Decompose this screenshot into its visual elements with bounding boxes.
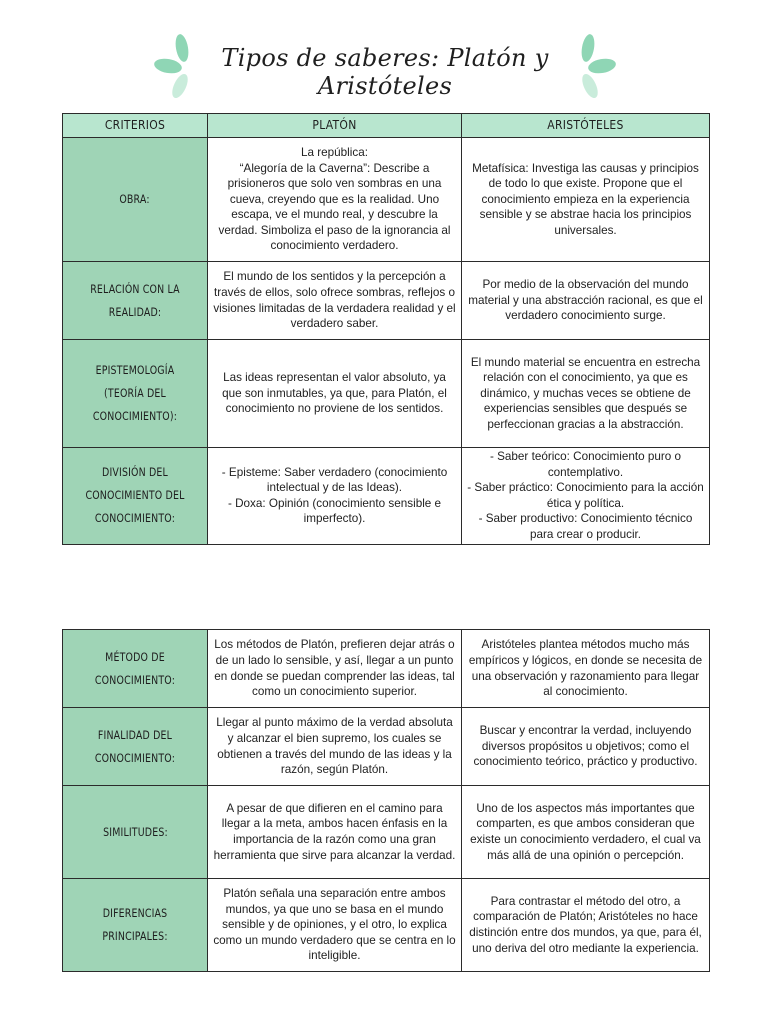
aristoteles-cell: Para contrastar el método del otro, a comparación de Platón; Aristóteles no hace distinción entre dos mundos, ya que, para él, uno deriva del otro mediante la experiencia. (462, 879, 710, 972)
aristoteles-cell: Aristóteles plantea métodos mucho más empíricos y lógicos, en donde se necesita de una observación y razonamiento para llegar al conocimiento. (462, 630, 710, 708)
aristoteles-cell: Uno de los aspectos más importantes que comparten, es que ambos consideran que existe un conocimiento verdadero, el cual va más allá de una opinión o percepción. (462, 786, 710, 879)
header-criterios (63, 114, 208, 138)
table-row (63, 786, 710, 879)
aristoteles-cell: Por medio de la observación del mundo material y una abstracción racional, es que el verdadero conocimiento surge. (462, 262, 710, 340)
aristoteles-cell: Metafísica: Investiga las causas y principios de todo lo que existe. Propone que el conocimiento empieza en la experiencia sensible y se abstrae hacia los principios universales. (462, 138, 710, 262)
table-row (63, 340, 710, 448)
criteria-cell: RELACIÓN CON LA REALIDAD: (63, 262, 208, 340)
title-banner (150, 30, 620, 102)
comparison-table-2 (62, 629, 710, 972)
platon-cell: Los métodos de Platón, prefieren dejar atrás o de un lado lo sensible, y así, llegar a un punto en donde se puedan comprender las ideas, tal como un conocimiento superior. (208, 630, 462, 708)
table-row (63, 708, 710, 786)
criteria-cell: DIVISIÓN DEL CONOCIMIENTO DEL CONOCIMIENTO: (63, 448, 208, 545)
header-aristoteles (462, 114, 710, 138)
aristoteles-cell: El mundo material se encuentra en estrecha relación con el conocimiento, ya que es dinámico, y muchas veces se obtiene de experiencias sensibles que después se perfeccionan gracias a la abstracción. (462, 340, 710, 448)
criteria-cell: FINALIDAD DEL CONOCIMIENTO: (63, 708, 208, 786)
platon-cell: Platón señala una separación entre ambos mundos, ya que uno se basa en el mundo sensible y de opiniones, y el otro, lo explica como un mundo verdadero que se centra en lo inteligible. (208, 879, 462, 972)
table-header-row (63, 114, 710, 138)
header-aristoteles-label: ARISTÓTELES (547, 117, 624, 132)
criteria-cell: OBRA: (63, 138, 208, 262)
criteria-cell: MÉTODO DE CONOCIMIENTO: (63, 630, 208, 708)
table-row (63, 262, 710, 340)
platon-cell: Las ideas representan el valor absoluto, ya que son inmutables, ya que, para Platón, el conocimiento no proviene de los sentidos. (208, 340, 462, 448)
aristoteles-cell: Buscar y encontrar la verdad, incluyendo diversos propósitos u objetivos; como el conocimiento teórico, práctico y productivo. (462, 708, 710, 786)
table-row (63, 448, 710, 545)
platon-cell: A pesar de que difieren en el camino para llegar a la meta, ambos hacen énfasis en la importancia de la razón como una gran herramienta que sirve para alcanzar la verdad. (208, 786, 462, 879)
header-platon-label: PLATÓN (312, 117, 357, 132)
header-platon (208, 114, 462, 138)
table-row (63, 138, 710, 262)
table-row (63, 630, 710, 708)
criteria-cell: SIMILITUDES: (63, 786, 208, 879)
criteria-cell: EPISTEMOLOGÍA (TEORÍA DEL CONOCIMIENTO): (63, 340, 208, 448)
leaf-decoration-right-icon (570, 30, 620, 102)
table-row (63, 879, 710, 972)
aristoteles-cell: - Saber teórico: Conocimiento puro o contemplativo. - Saber práctico: Conocimiento para la acción ética y política. - Saber productivo: Conocimiento técnico para crear o producir. (462, 448, 710, 545)
platon-cell: Llegar al punto máximo de la verdad absoluta y alcanzar el bien supremo, los cuales se obtienen a través del mundo de las ideas y la razón, según Platón. (208, 708, 462, 786)
criteria-cell: DIFERENCIAS PRINCIPALES: (63, 879, 208, 972)
platon-cell: El mundo de los sentidos y la percepción a través de ellos, solo ofrece sombras, reflejos o visiones limitadas de la verdadera realidad y el verdadero saber. (208, 262, 462, 340)
leaf-decoration-left-icon (150, 30, 200, 102)
comparison-table-1 (62, 113, 710, 545)
platon-cell: - Episteme: Saber verdadero (conocimiento intelectual y de las Ideas). - Doxa: Opinión (conocimiento sensible e imperfecto). (208, 448, 462, 545)
platon-cell: La república: “Alegoría de la Caverna”: Describe a prisioneros que solo ven sombras en una cueva, creyendo que es la realidad. Uno escapa, ve el mundo real, y descubre la verdad. Simboliza el paso de la ignorancia al conocimiento verdadero. (208, 138, 462, 262)
header-criterios-label: CRITERIOS (104, 117, 166, 132)
page-title: Tipos de saberes: Platón y Aristóteles (221, 44, 549, 100)
